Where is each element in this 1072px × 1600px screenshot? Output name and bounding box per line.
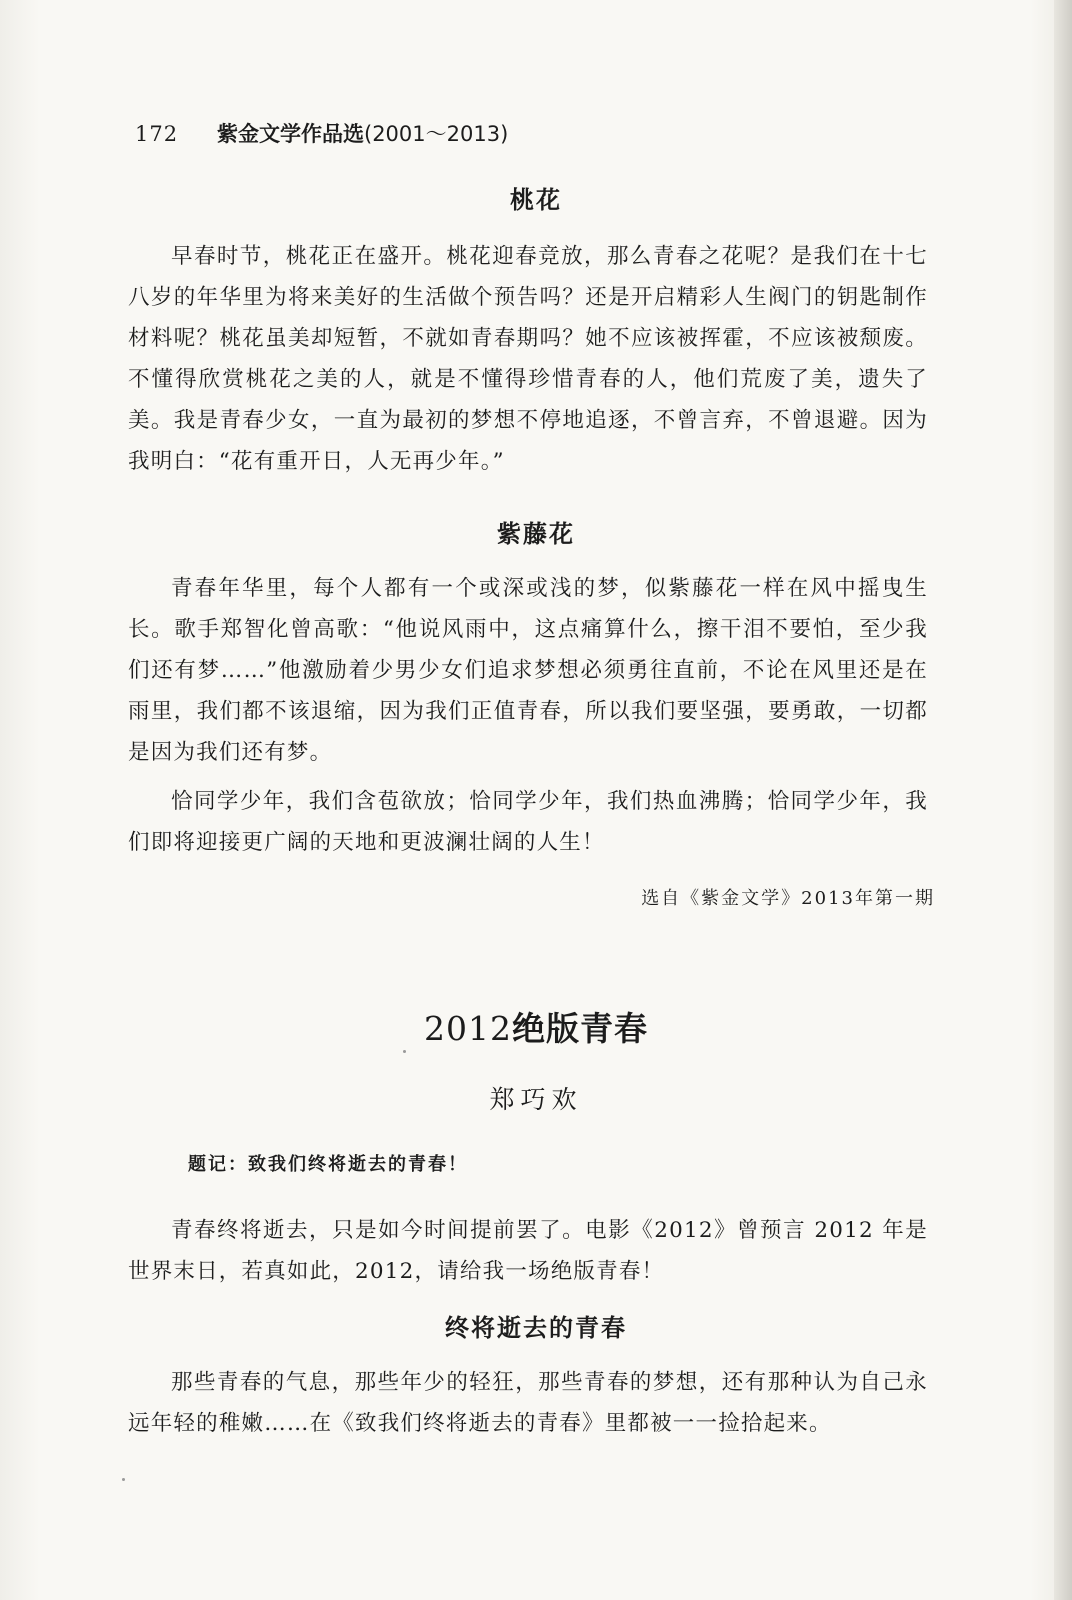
book-title: 紫金文学作品选 [217,122,364,146]
section-heading-fading-youth: 终将逝去的青春 [445,1314,627,1342]
paragraph-wisteria-2: 恰同学少年，我们含苞欲放；恰同学少年，我们热血沸腾；恰同学少年，我们即将迎接更广阔的天地和更波澜壮阔的人生！ [128,789,928,855]
article-title-words: 绝版青春 [511,1009,648,1048]
scan-speck [122,1478,125,1481]
running-header [135,118,508,148]
book-years: (2001～2013) [364,122,509,146]
page-number: 172 [135,122,179,146]
article-title-year: 2012 [424,1009,512,1048]
paragraph-intro: 青春终将逝去，只是如今时间提前罢了。电影《2012》曾预言 2012 年是世界末日，若真如此，2012，请给我一场绝版青春！ [128,1218,928,1284]
paragraph-peach: 早春时节，桃花正在盛开。桃花迎春竞放，那么青春之花呢？是我们在十七八岁的年华里为将来美好的生活做个预告吗？还是开启精彩人生阀门的钥匙制作材料呢？桃花虽美却短暂，不就如青春期吗？她不应该被挥霍，不应该被颓废。不懂得欣赏桃花之美的人，就是不懂得珍惜青春的人，他们荒废了美，遗失了美。我是青春少女，一直为最初的梦想不停地追逐，不曾言弃，不曾退避。因为我明白：“花有重开日，人无再少年。” [128,244,928,474]
paragraph-wisteria-1: 青春年华里，每个人都有一个或深或浅的梦，似紫藤花一样在风中摇曳生长。歌手郑智化曾高歌：“他说风雨中，这点痛算什么，擦干泪不要怕，至少我们还有梦……”他激励着少男少女们追求梦想必须勇往直前，不论在风里还是在雨里，我们都不该退缩，因为我们正值青春，所以我们要坚强，要勇敢，一切都是因为我们还有梦。 [128,576,928,765]
article-title [0,1003,1072,1050]
source-note: 选自《紫金文学》2013年第一期 [641,888,935,909]
paragraph-fading-youth: 那些青春的气息，那些年少的轻狂，那些青春的梦想，还有那种认为自己永远年轻的稚嫩……在《致我们终将逝去的青春》里都被一一捡拾起来。 [128,1370,928,1436]
page-edge-shadow [1054,0,1072,1600]
article-author: 郑巧欢 [489,1085,583,1114]
section-heading-wisteria: 紫藤花 [497,520,575,548]
section-heading-peach: 桃花 [510,186,562,214]
epigraph: 题记：致我们终将逝去的青春！ [188,1154,468,1175]
scan-speck [403,1050,406,1053]
